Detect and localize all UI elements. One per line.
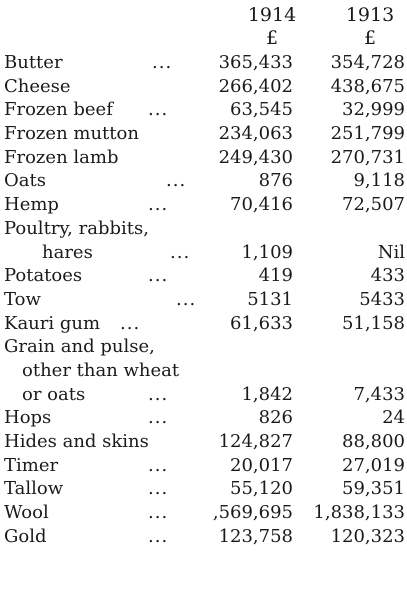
row-label: Cheese [4, 75, 71, 97]
value-1914: 5131 [247, 288, 293, 310]
table-row [0, 430, 407, 454]
value-1913: Nil [377, 241, 405, 263]
leader-dots: ... [148, 454, 169, 476]
leader-dots: ... [148, 502, 169, 524]
table-row [0, 335, 407, 359]
value-1914: 249,430 [218, 146, 293, 168]
value-1914: 123,758 [218, 525, 293, 547]
row-label: Hides and skins [4, 431, 149, 452]
value-1914: 70,416 [230, 194, 293, 216]
value-1913: 120,323 [330, 525, 405, 547]
table-row [0, 193, 407, 217]
row-label: Frozen mutton [4, 123, 139, 145]
value-1914: 20,017 [230, 454, 293, 476]
value-1913: 433 [370, 265, 405, 287]
table-row [0, 264, 407, 288]
value-1914: 61,633 [230, 312, 293, 334]
leader-dots: ... [176, 288, 197, 310]
table-row [0, 146, 407, 170]
leader-dots: ... [166, 170, 187, 192]
leader-dots: ... [120, 312, 141, 334]
value-1913: 88,800 [342, 431, 405, 452]
row-label: Frozen beef [4, 99, 113, 121]
value-1914: 365,433 [218, 52, 293, 73]
value-1914: 876 [258, 170, 293, 192]
value-1913: 7,433 [353, 383, 405, 405]
value-1914: ,569,695 [212, 502, 293, 524]
currency-1913-header: £ [363, 27, 377, 49]
row-label: Hops [4, 407, 52, 429]
leader-dots: ... [152, 52, 173, 73]
row-label: Wool [4, 502, 49, 524]
row-label: Oats [4, 170, 46, 192]
row-label: other than wheat [22, 359, 180, 381]
leader-dots: ... [148, 407, 169, 429]
value-1913: 51,158 [342, 312, 405, 334]
leader-dots: ... [148, 194, 169, 216]
value-1913: 251,799 [330, 123, 405, 145]
table-row [0, 454, 407, 478]
value-1913: 9,118 [353, 170, 405, 192]
table-row [0, 122, 407, 146]
year-1913-header: 1913 [345, 4, 395, 26]
table-row [0, 75, 407, 99]
row-label: Tallow [4, 478, 64, 500]
value-1914: 826 [258, 407, 293, 429]
value-1914: 1,842 [241, 383, 293, 405]
table-row [0, 51, 407, 75]
value-1913: 24 [382, 407, 405, 429]
table-row [0, 169, 407, 193]
value-1913: 354,728 [330, 52, 405, 73]
year-1914-header: 1914 [247, 4, 297, 26]
leader-dots: ... [148, 525, 169, 547]
row-label: Kauri gum [4, 312, 101, 334]
currency-1914-header: £ [265, 27, 279, 49]
table-row [0, 406, 407, 430]
value-1914: 234,063 [218, 123, 293, 145]
row-label: Butter [4, 52, 63, 73]
row-label: Timer [4, 454, 59, 476]
leader-dots: ... [148, 478, 169, 500]
row-label: Grain and pulse, [4, 336, 155, 358]
value-1914: 419 [258, 265, 293, 287]
value-1913: 27,019 [342, 454, 405, 476]
row-label: Tow [4, 288, 41, 310]
value-1914: 124,827 [218, 431, 293, 452]
table-row [0, 217, 407, 241]
row-label: Potatoes [4, 265, 83, 287]
value-1914: 63,545 [230, 99, 293, 121]
value-1913: 59,351 [342, 478, 405, 500]
table-row [0, 525, 407, 549]
value-1914: 1,109 [241, 241, 293, 263]
value-1913: 1,838,133 [313, 502, 405, 524]
value-1914: 55,120 [230, 478, 293, 500]
value-1914: 266,402 [218, 75, 293, 97]
value-1913: 438,675 [330, 75, 405, 97]
leader-dots: ... [148, 99, 169, 121]
table-row [0, 98, 407, 122]
table-row [0, 359, 407, 383]
row-label: Frozen lamb [4, 146, 119, 168]
leader-dots: ... [148, 383, 169, 405]
table-row [0, 383, 407, 407]
leader-dots: ... [170, 241, 191, 263]
row-label: hares [42, 241, 93, 263]
value-1913: 72,507 [342, 194, 405, 216]
table-row [0, 241, 407, 265]
table-row [0, 501, 407, 525]
row-label: Hemp [4, 194, 59, 216]
table-row [0, 477, 407, 501]
row-label: or oats [22, 383, 86, 405]
value-1913: 5433 [359, 288, 405, 310]
table-row [0, 312, 407, 336]
table-body [0, 51, 407, 548]
leader-dots: ... [148, 265, 169, 287]
value-1913: 270,731 [330, 146, 405, 168]
table-row [0, 288, 407, 312]
value-1913: 32,999 [342, 99, 405, 121]
row-label: Poultry, rabbits, [4, 217, 149, 239]
row-label: Gold [4, 525, 47, 547]
